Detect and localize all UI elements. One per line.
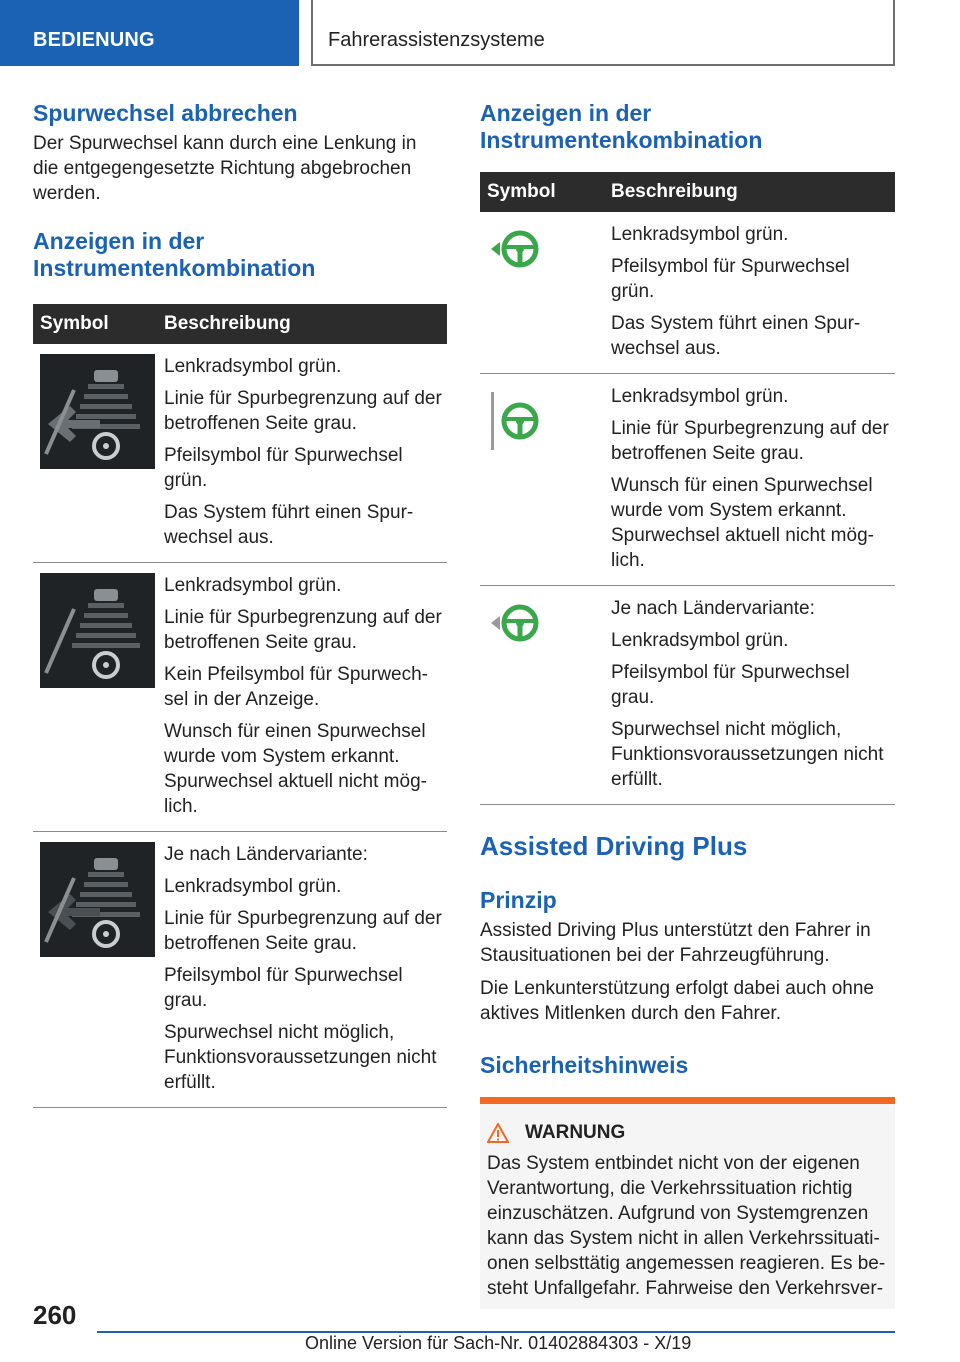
heading-anzeigen-left: Anzeigen in der Instrumentenkombination [33,228,316,281]
description-line: Das System führt einen Spur-wechsel aus. [611,313,861,359]
description-line: Pfeilsymbol für Spurwechsel grün. [164,445,403,491]
table-row [480,586,895,805]
warning-triangle-icon [487,1123,509,1143]
description-line: Spurwechsel nicht möglich, Funktionsvoraussetzungen nicht erfüllt. [164,1022,437,1093]
heading-prinzip: Prinzip [480,887,557,913]
symbol-table-left [33,304,447,1108]
page-header [0,0,960,66]
paragraph-abbrechen: Der Spurwechsel kann durch eine Lenkung in die entgegengesetzte Richtung abgebrochen werden. [33,133,417,204]
description-line: Pfeilsymbol für Spurwechsel grau. [611,662,850,708]
description-line: Wunsch für einen Spurwechsel wurde vom System erkannt. Spurwechsel aktuell nicht mög-lich. [164,721,427,817]
column-header-description: Beschreibung [603,172,895,212]
description-line: Je nach Ländervariante: [164,844,368,865]
column-header-symbol: Symbol [33,304,156,344]
table-header-row [480,172,895,212]
description-line: Lenkradsymbol grün. [611,630,789,651]
page-number: 260 [33,1300,77,1330]
description-line: Spurwechsel nicht möglich, Funktionsvoraussetzungen nicht erfüllt. [611,719,884,790]
paragraph-prinzip-2: Die Lenkunterstützung erfolgt dabei auch ohne aktives Mitlenken durch den Fahrer. [480,978,874,1024]
paragraph-prinzip-1: Assisted Driving Plus unterstützt den Fahrer in Stausituationen bei der Fahrzeugführung. [480,920,871,966]
description-line: Das System führt einen Spur-wechsel aus. [164,502,414,548]
warning-box [480,1097,895,1309]
warning-text: Das System entbindet nicht von der eigenen Verantwortung, die Verkehrssituation richtig einzuschätzen. Aufgrund von Systemgrenzen kann das System nicht in allen Verkehrssituati-onen selbsttätig angemessen reagieren. Es be-steht Unfallgefahr. Fahrweise den Verkehrsver- [487,1153,886,1299]
table-row [33,832,447,1108]
lane-change-display-icon [40,842,155,957]
steering-wheel-lane-line-icon [487,384,603,434]
footer-text: Online Version für Sach-Nr. 01402884303 - X/19 [305,1333,692,1353]
table-row [33,563,447,832]
steering-wheel-arrow-gray-icon [487,596,603,646]
chapter-title: Fahrerassistenzsysteme [311,0,895,66]
description-line: Pfeilsymbol für Spurwechsel grün. [611,256,850,302]
description-line: Linie für Spurbegrenzung auf der betroffenen Seite grau. [164,388,442,434]
table-row [480,212,895,374]
table-header-row [33,304,447,344]
description-line: Kein Pfeilsymbol für Spurwech-sel in der Anzeige. [164,664,428,710]
description-line: Linie für Spurbegrenzung auf der betroffenen Seite grau. [164,607,442,653]
heading-assisted-driving-plus: Assisted Driving Plus [480,831,748,861]
description-line: Je nach Ländervariante: [611,598,815,619]
table-row [33,344,447,563]
description-line: Lenkradsymbol grün. [164,356,342,377]
heading-sicherheitshinweis: Sicherheitshinweis [480,1052,689,1078]
description-line: Lenkradsymbol grün. [611,386,789,407]
heading-spurwechsel-abbrechen: Spurwechsel abbrechen [33,100,298,126]
description-line: Lenkradsymbol grün. [611,224,789,245]
warning-title: WARNUNG [525,1122,626,1143]
right-column [480,100,895,1309]
description-line: Linie für Spurbegrenzung auf der betroffenen Seite grau. [611,418,889,464]
section-tab: BEDIENUNG [0,0,299,66]
description-line: Wunsch für einen Spurwechsel wurde vom System erkannt. Spurwechsel aktuell nicht mög-lich. [611,475,874,571]
steering-wheel-arrow-green-icon [487,222,603,272]
lane-change-display-icon [40,573,155,688]
description-line: Lenkradsymbol grün. [164,876,342,897]
table-row [480,374,895,586]
description-line: Linie für Spurbegrenzung auf der betroffenen Seite grau. [164,908,442,954]
description-line: Pfeilsymbol für Spurwechsel grau. [164,965,403,1011]
lane-change-display-icon [40,354,155,469]
heading-anzeigen-right: Anzeigen in der Instrumentenkombination [480,100,763,153]
symbol-table-right [480,172,895,805]
column-header-symbol: Symbol [480,172,603,212]
description-line: Lenkradsymbol grün. [164,575,342,596]
left-column [33,100,447,1108]
column-header-description: Beschreibung [156,304,447,344]
